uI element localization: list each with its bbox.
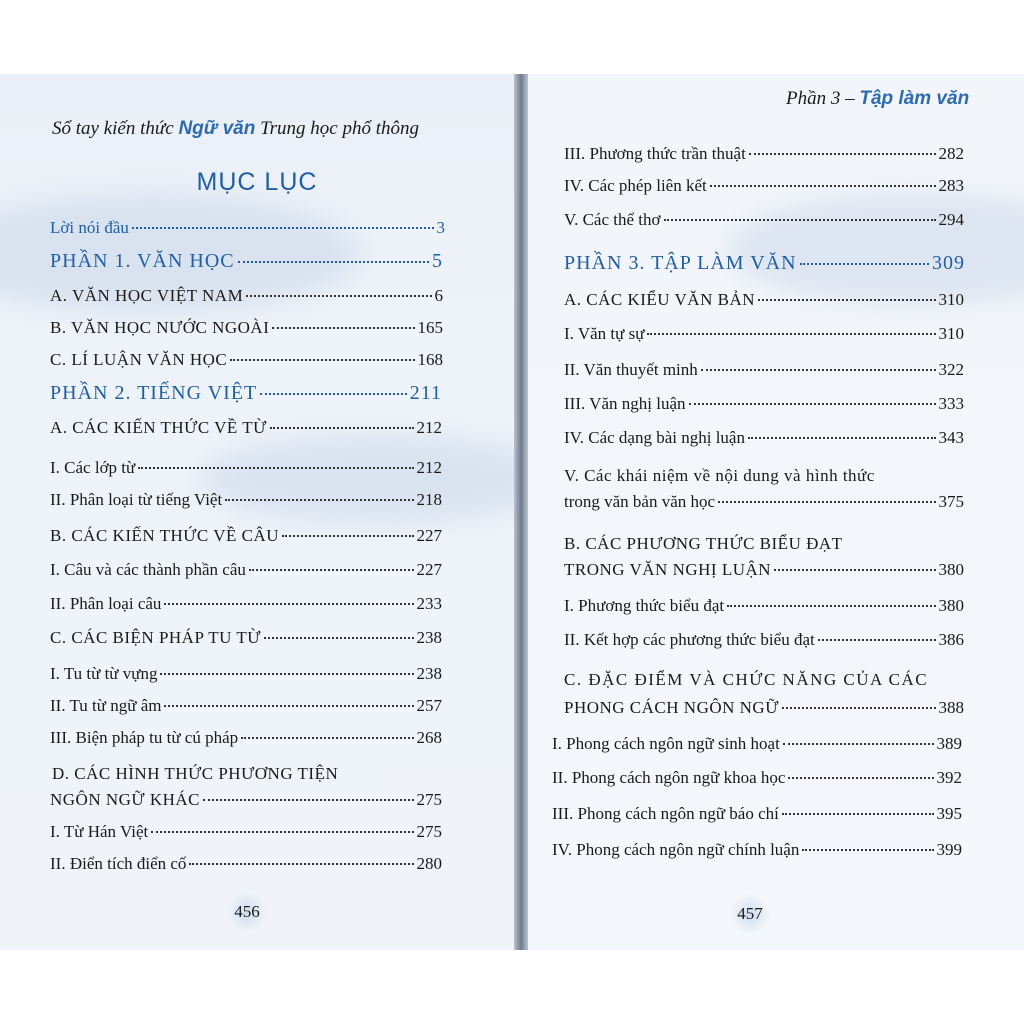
dot-leader [802, 849, 933, 851]
header-prefix: Sổ tay kiến thức [52, 118, 179, 139]
toc-entry[interactable] [50, 350, 443, 370]
toc-entry-page: 392 [936, 768, 962, 787]
toc-entry-line[interactable]: V. Các khái niệm về nội dung và hình thức [564, 466, 875, 485]
dot-leader [189, 863, 413, 865]
left-page [0, 74, 514, 950]
toc-entry-page: 309 [932, 252, 965, 274]
toc-entry-text: III. Biện pháp tu từ cú pháp [50, 728, 239, 747]
toc-entry-page: 227 [416, 526, 442, 545]
toc-entry[interactable] [564, 596, 964, 616]
toc-entry[interactable] [50, 458, 442, 478]
toc-entry-page: 280 [416, 854, 442, 873]
dot-leader [782, 707, 936, 709]
toc-entry-page: 294 [938, 210, 964, 229]
toc-entry[interactable] [564, 698, 964, 718]
toc-entry-text: Lời nói đầu [50, 218, 129, 237]
toc-entry-text: V. Các thể thơ [564, 210, 661, 229]
toc-entry-page: 165 [417, 318, 443, 337]
toc-entry-page: 268 [416, 728, 442, 747]
toc-entry[interactable] [50, 286, 443, 306]
dot-leader [701, 369, 936, 371]
toc-entry-page: 282 [938, 144, 964, 163]
dot-leader [282, 535, 413, 537]
dot-leader [164, 603, 413, 605]
dot-leader [818, 639, 936, 641]
toc-entry-text: II. Phân loại câu [50, 594, 162, 613]
toc-entry-page: 395 [936, 804, 962, 823]
toc-entry-page: 386 [938, 630, 964, 649]
toc-entry[interactable] [564, 492, 964, 512]
toc-entry-part[interactable] [564, 252, 965, 275]
dot-leader [758, 299, 936, 301]
toc-entry-text: trong văn bản văn học [564, 492, 716, 511]
toc-entry-page: 375 [938, 492, 964, 511]
toc-entry-page: 322 [938, 360, 964, 379]
toc-entry-page: 238 [416, 628, 442, 647]
toc-entry-text: II. Văn thuyết minh [564, 360, 698, 379]
toc-entry-page: 238 [416, 664, 442, 683]
toc-entry-text: I. Từ Hán Việt [50, 822, 149, 841]
dot-leader [689, 403, 936, 405]
toc-entry-text: B. VĂN HỌC NƯỚC NGOÀI [50, 318, 270, 337]
toc-entry-text: PHẦN 3. TẬP LÀM VĂN [564, 252, 797, 274]
toc-entry[interactable] [50, 490, 442, 510]
toc-entry-text: I. Câu và các thành phần câu [50, 560, 246, 579]
toc-entry-text: C. CÁC BIỆN PHÁP TU TỪ [50, 628, 261, 647]
dot-leader [164, 705, 413, 707]
toc-entry-page: 168 [417, 350, 443, 369]
dot-leader [138, 467, 413, 469]
toc-entry-page: 388 [938, 698, 964, 717]
toc-entry[interactable] [50, 560, 442, 580]
toc-entry-page: 227 [416, 560, 442, 579]
toc-entry-page: 380 [938, 560, 964, 579]
dot-leader [241, 737, 413, 739]
toc-entry[interactable] [552, 768, 962, 788]
dot-leader [718, 501, 935, 503]
toc-entry-text: III. Văn nghị luận [564, 394, 686, 413]
toc-entry[interactable] [50, 526, 442, 546]
toc-entry[interactable] [564, 560, 964, 580]
toc-entry-text: II. Điển tích điển cố [50, 854, 187, 873]
toc-entry-page: 5 [432, 250, 443, 272]
toc-entry-page: 275 [416, 822, 442, 841]
toc-entry-text: I. Tu từ từ vựng [50, 664, 158, 683]
toc-entry[interactable] [564, 176, 964, 196]
toc-entry-text: I. Phong cách ngôn ngữ sinh hoạt [552, 734, 780, 753]
dot-leader [788, 777, 933, 779]
toc-entry[interactable] [564, 290, 964, 310]
toc-entry-text: III. Phong cách ngôn ngữ báo chí [552, 804, 779, 823]
toc-entry-text: PHẦN 1. VĂN HỌC [50, 250, 235, 272]
toc-entry-line[interactable]: C. ĐẶC ĐIỂM VÀ CHỨC NĂNG CỦA CÁC [564, 670, 929, 689]
dot-leader [203, 799, 413, 801]
toc-entry-page: 310 [938, 324, 964, 343]
toc-entry-text: NGÔN NGỮ KHÁC [50, 790, 201, 809]
toc-entry-page: 389 [936, 734, 962, 753]
toc-entry[interactable] [50, 664, 442, 684]
toc-entry-text: I. Phương thức biểu đạt [564, 596, 725, 615]
toc-entry[interactable] [564, 324, 964, 344]
toc-entry-text: TRONG VĂN NGHỊ LUẬN [564, 560, 772, 579]
toc-entry[interactable] [552, 804, 962, 824]
toc-entry-text: PHẦN 2. TIẾNG VIỆT [50, 382, 258, 404]
toc-entry-page: 283 [938, 176, 964, 195]
dot-leader [664, 219, 936, 221]
toc-entry[interactable] [564, 394, 964, 414]
toc-entry[interactable] [564, 630, 964, 650]
toc-entry[interactable] [50, 822, 442, 842]
dot-leader [246, 295, 431, 297]
toc-entry-page: 212 [416, 418, 442, 437]
toc-entry-text: IV. Các dạng bài nghị luận [564, 428, 745, 447]
toc-entry[interactable] [50, 854, 442, 874]
toc-entry-page: 233 [416, 594, 442, 613]
page-number: 457 [730, 894, 770, 934]
toc-entry-text: II. Kết hợp các phương thức biểu đạt [564, 630, 815, 649]
toc-entry-text: C. LÍ LUẬN VĂN HỌC [50, 350, 228, 369]
toc-entry-page: 380 [938, 596, 964, 615]
toc-entry-part[interactable] [50, 250, 443, 273]
toc-entry[interactable] [50, 790, 442, 810]
toc-entry[interactable] [564, 144, 964, 164]
toc-entry-page: 6 [434, 286, 443, 305]
page-number: 456 [227, 892, 267, 932]
toc-entry-text: A. VĂN HỌC VIỆT NAM [50, 286, 244, 305]
toc-entry-page: 399 [936, 840, 962, 859]
toc-entry[interactable] [564, 210, 964, 230]
dot-leader [800, 263, 929, 265]
dot-leader [238, 261, 429, 263]
dot-leader [270, 427, 414, 429]
toc-entry-page: 218 [416, 490, 442, 509]
toc-entry-page: 3 [436, 218, 445, 237]
toc-entry-line[interactable]: B. CÁC PHƯƠNG THỨC BIỂU ĐẠT [564, 534, 843, 553]
toc-entry-text: IV. Phong cách ngôn ngữ chính luận [552, 840, 800, 859]
dot-leader [260, 393, 406, 395]
background-wave [200, 434, 514, 524]
toc-entry[interactable] [50, 218, 445, 238]
toc-entry-text: B. CÁC KIẾN THỨC VỀ CÂU [50, 526, 280, 545]
dot-leader [249, 569, 414, 571]
toc-entry-text: III. Phương thức trần thuật [564, 144, 746, 163]
dot-leader [230, 359, 414, 361]
dot-leader [151, 831, 413, 833]
dot-leader [264, 637, 414, 639]
toc-entry[interactable] [50, 628, 442, 648]
toc-entry-text: II. Tu từ ngữ âm [50, 696, 162, 715]
toc-entry-text: A. CÁC KIẾN THỨC VỀ TỪ [50, 418, 267, 437]
toc-entry-text: PHONG CÁCH NGÔN NGỮ [564, 698, 779, 717]
toc-entry-text: II. Phong cách ngôn ngữ khoa học [552, 768, 786, 787]
dot-leader [782, 813, 934, 815]
dot-leader [710, 185, 936, 187]
book-header [52, 118, 419, 140]
toc-entry-page: 310 [938, 290, 964, 309]
toc-title: MỤC LỤC [196, 168, 318, 196]
dot-leader [783, 743, 934, 745]
toc-entry[interactable] [50, 728, 442, 748]
toc-entry-page: 211 [409, 382, 442, 404]
dot-leader [272, 327, 414, 329]
dot-leader [749, 153, 936, 155]
toc-entry[interactable] [564, 360, 964, 380]
toc-entry-page: 257 [416, 696, 442, 715]
toc-entry-text: A. CÁC KIỂU VĂN BẢN [564, 290, 755, 309]
header-highlight: Tập làm văn [859, 88, 970, 109]
toc-entry[interactable] [50, 696, 442, 716]
toc-entry-line[interactable]: D. CÁC HÌNH THỨC PHƯƠNG TIỆN [52, 764, 339, 783]
dot-leader [132, 227, 434, 229]
toc-entry-page: 333 [938, 394, 964, 413]
toc-entry[interactable] [552, 840, 962, 860]
toc-entry-part[interactable] [50, 382, 442, 405]
dot-leader [748, 437, 936, 439]
toc-entry[interactable] [564, 428, 964, 448]
toc-entry-page: 343 [938, 428, 964, 447]
toc-entry-text: IV. Các phép liên kết [564, 176, 707, 195]
toc-entry[interactable] [50, 418, 442, 438]
toc-entry[interactable] [50, 594, 442, 614]
toc-entry-text: I. Các lớp từ [50, 458, 136, 477]
toc-entry-text: I. Văn tự sự [564, 324, 645, 343]
toc-entry-text: II. Phân loại từ tiếng Việt [50, 490, 223, 509]
dot-leader [225, 499, 413, 501]
header-suffix: Trung học phổ thông [255, 118, 419, 139]
dot-leader [160, 673, 413, 675]
toc-entry-page: 212 [416, 458, 442, 477]
dot-leader [727, 605, 935, 607]
book-spine [514, 74, 528, 950]
dot-leader [774, 569, 935, 571]
toc-entry[interactable] [50, 318, 443, 338]
toc-entry[interactable] [552, 734, 962, 754]
dot-leader [647, 333, 935, 335]
header-prefix: Phần 3 – [786, 88, 860, 109]
toc-entry-page: 275 [416, 790, 442, 809]
right-page [528, 74, 1024, 950]
header-highlight: Ngữ văn [178, 118, 256, 139]
book-header [786, 88, 969, 110]
